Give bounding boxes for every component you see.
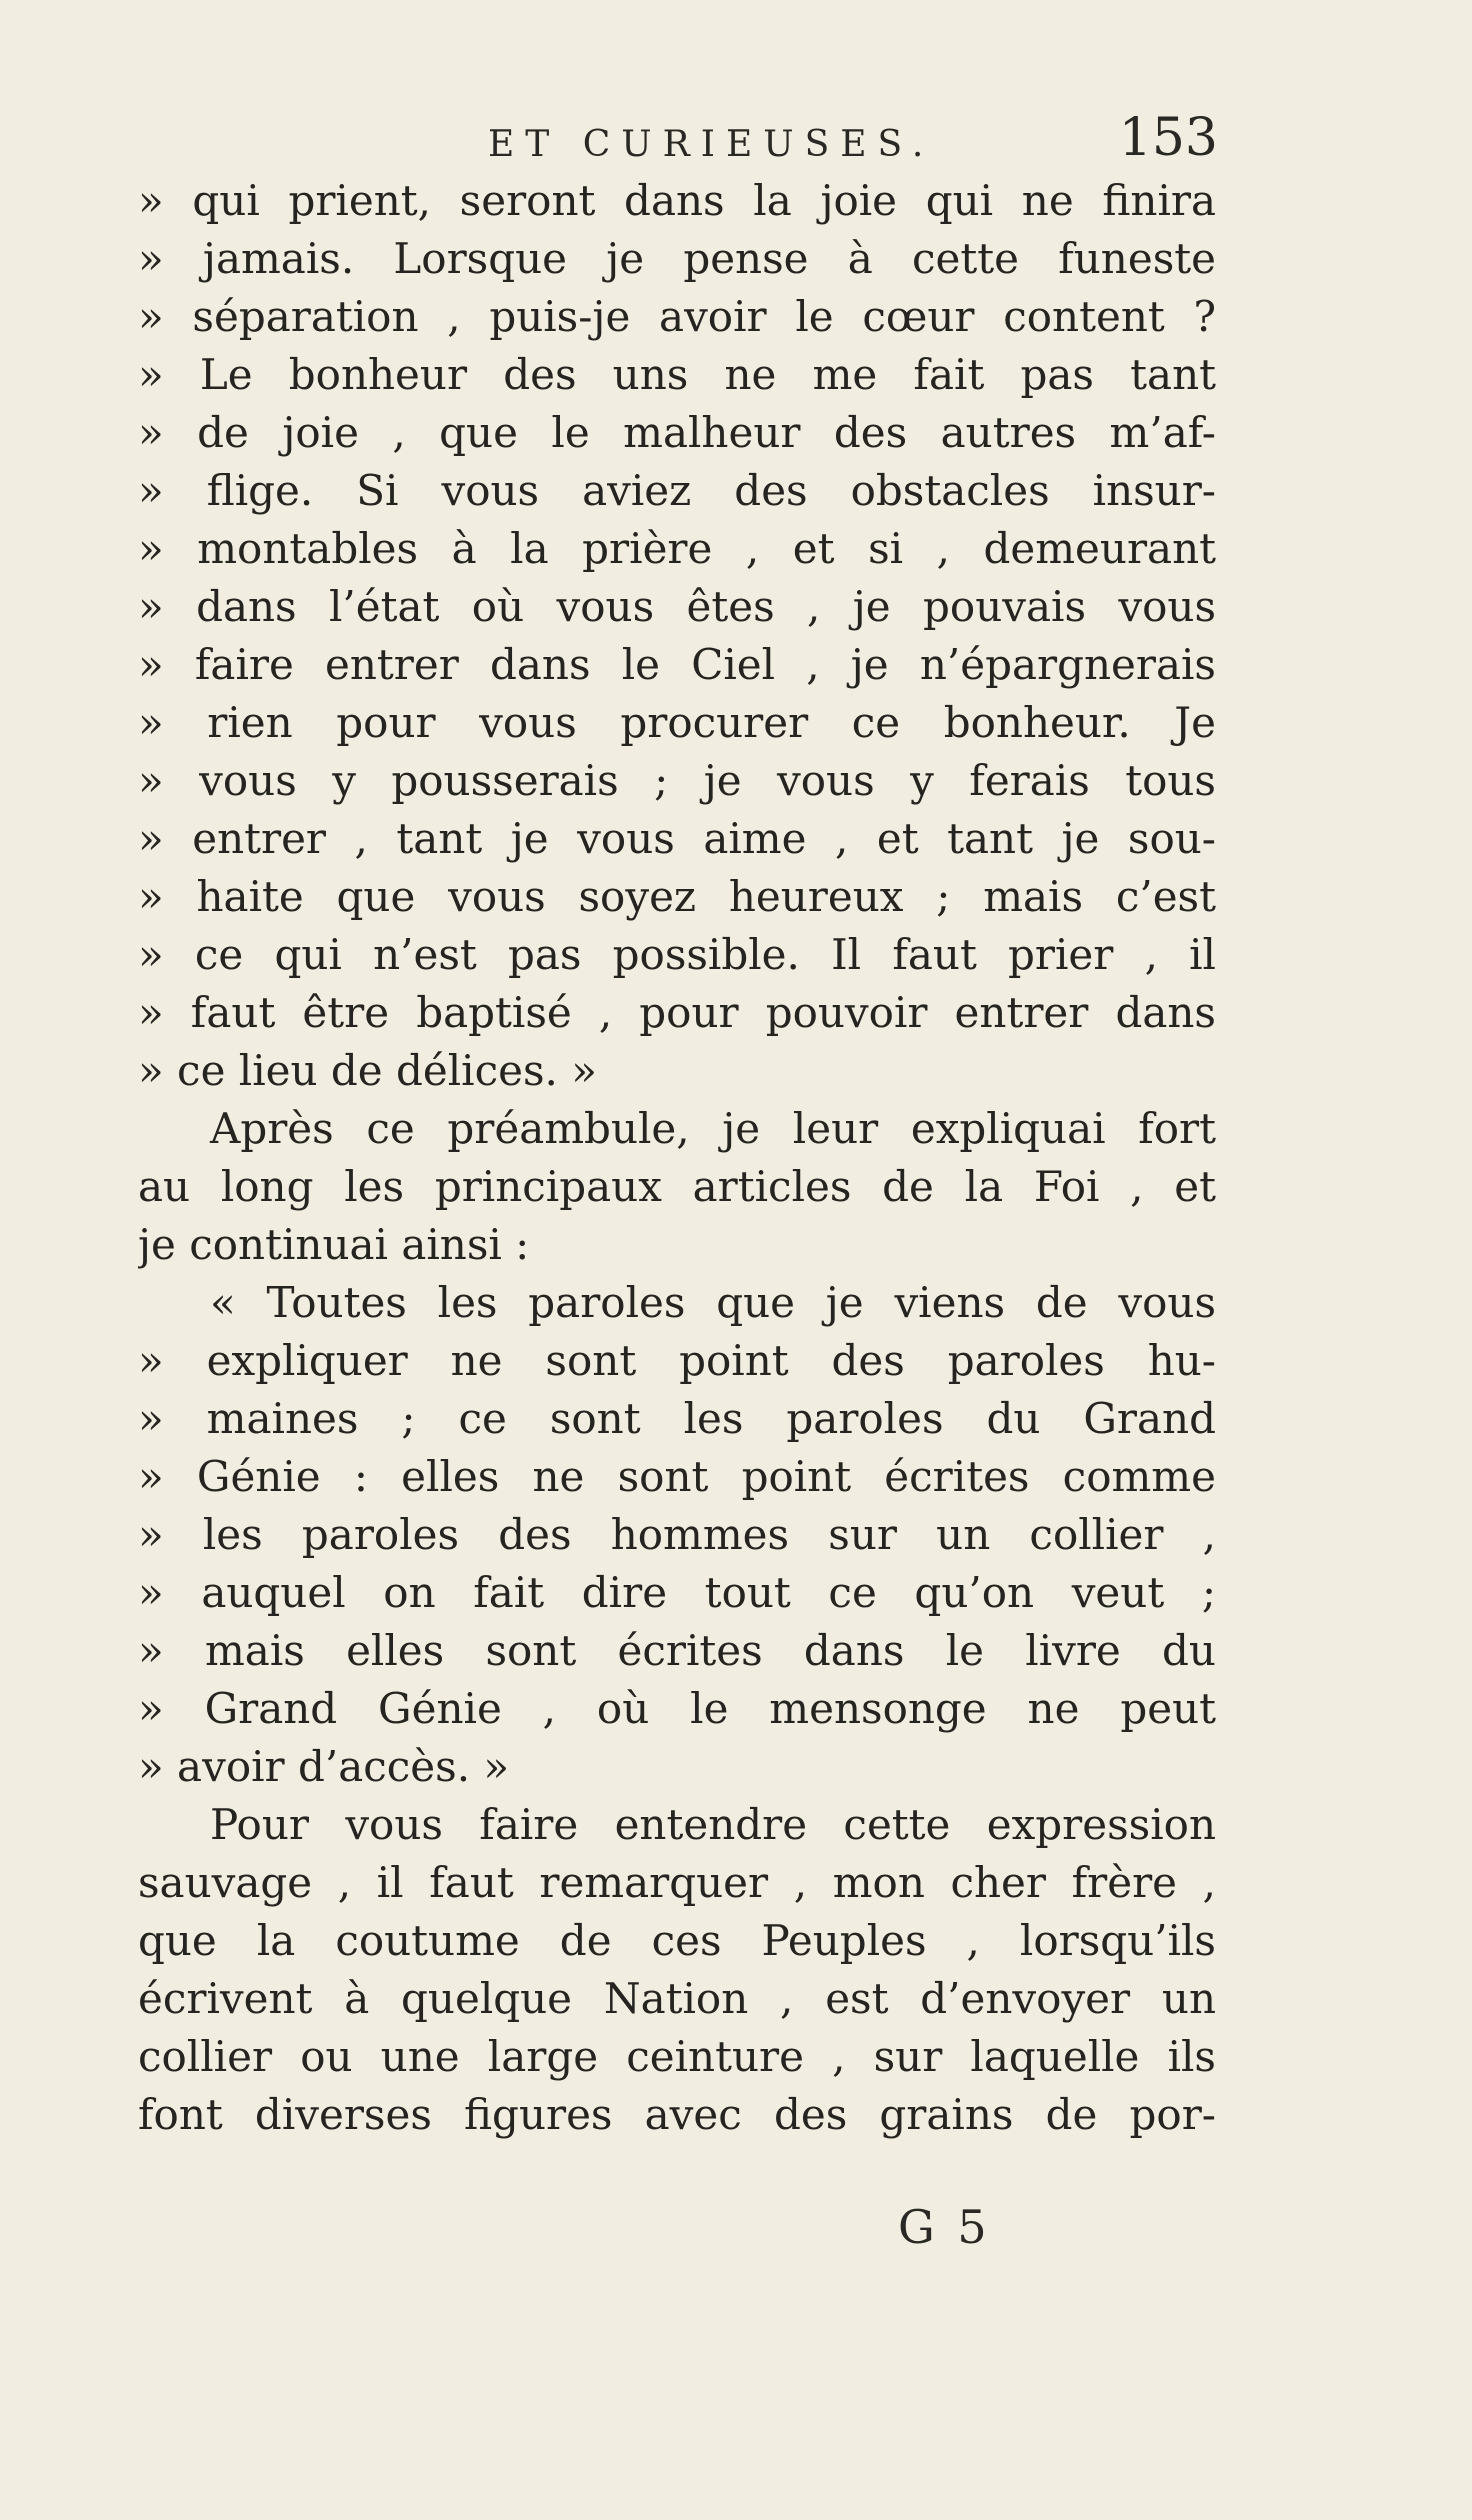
paragraph-first-line: « Toutes les paroles que je viens de vous bbox=[210, 1278, 1216, 1327]
text-line: » avoir d’accès. » bbox=[138, 1742, 510, 1791]
text-line: font diverses figures avec des grains de por- bbox=[138, 2090, 1216, 2139]
text-line: sauvage , il faut remarquer , mon cher frère , bbox=[138, 1858, 1216, 1907]
page-number: 153 bbox=[1118, 108, 1218, 168]
paragraph-first-line: Après ce préambule, je leur expliquai fort bbox=[210, 1104, 1216, 1153]
text-line: » vous y pousserais ; je vous y ferais tous bbox=[138, 756, 1216, 805]
signature-mark: G 5 bbox=[898, 2200, 991, 2254]
text-line: » rien pour vous procurer ce bonheur. Je bbox=[138, 698, 1216, 747]
text-line: » faut être baptisé , pour pouvoir entrer dans bbox=[138, 988, 1216, 1037]
text-line: » qui prient, seront dans la joie qui ne finira bbox=[138, 176, 1216, 225]
text-line: » de joie , que le malheur des autres m’af- bbox=[138, 408, 1216, 457]
text-line: » ce lieu de délices. » bbox=[138, 1046, 597, 1095]
text-line: au long les principaux articles de la Foi , et bbox=[138, 1162, 1216, 1211]
text-line: » Grand Génie , où le mensonge ne peut bbox=[138, 1684, 1216, 1733]
text-line: » expliquer ne sont point des paroles hu- bbox=[138, 1336, 1216, 1385]
text-line: » les paroles des hommes sur un collier , bbox=[138, 1510, 1216, 1559]
text-line: » montables à la prière , et si , demeurant bbox=[138, 524, 1216, 573]
text-line: » haite que vous soyez heureux ; mais c’est bbox=[138, 872, 1216, 921]
text-line: » flige. Si vous aviez des obstacles insur- bbox=[138, 466, 1216, 515]
text-line: collier ou une large ceinture , sur laquelle ils bbox=[138, 2032, 1216, 2081]
text-line: écrivent à quelque Nation , est d’envoyer un bbox=[138, 1974, 1216, 2023]
text-line: » maines ; ce sont les paroles du Grand bbox=[138, 1394, 1216, 1443]
text-line: je continuai ainsi : bbox=[138, 1220, 530, 1269]
text-line: » entrer , tant je vous aime , et tant je sou- bbox=[138, 814, 1216, 863]
text-line: que la coutume de ces Peuples , lorsqu’ils bbox=[138, 1916, 1216, 1965]
body-text bbox=[138, 172, 1216, 2144]
text-line: » jamais. Lorsque je pense à cette funeste bbox=[138, 234, 1216, 283]
running-head: ET CURIEUSES. bbox=[488, 124, 935, 165]
text-line: » dans l’état où vous êtes , je pouvais vous bbox=[138, 582, 1216, 631]
paragraph-first-line: Pour vous faire entendre cette expression bbox=[210, 1800, 1216, 1849]
text-line: » ce qui n’est pas possible. Il faut prier , il bbox=[138, 930, 1216, 979]
text-line: » séparation , puis-je avoir le cœur content ? bbox=[138, 292, 1216, 341]
text-line: » mais elles sont écrites dans le livre du bbox=[138, 1626, 1216, 1675]
text-line: » faire entrer dans le Ciel , je n’épargnerais bbox=[138, 640, 1216, 689]
text-line: » Le bonheur des uns ne me fait pas tant bbox=[138, 350, 1216, 399]
page-header bbox=[138, 108, 1218, 178]
text-line: » Génie : elles ne sont point écrites comme bbox=[138, 1452, 1216, 1501]
text-line: » auquel on fait dire tout ce qu’on veut ; bbox=[138, 1568, 1216, 1617]
